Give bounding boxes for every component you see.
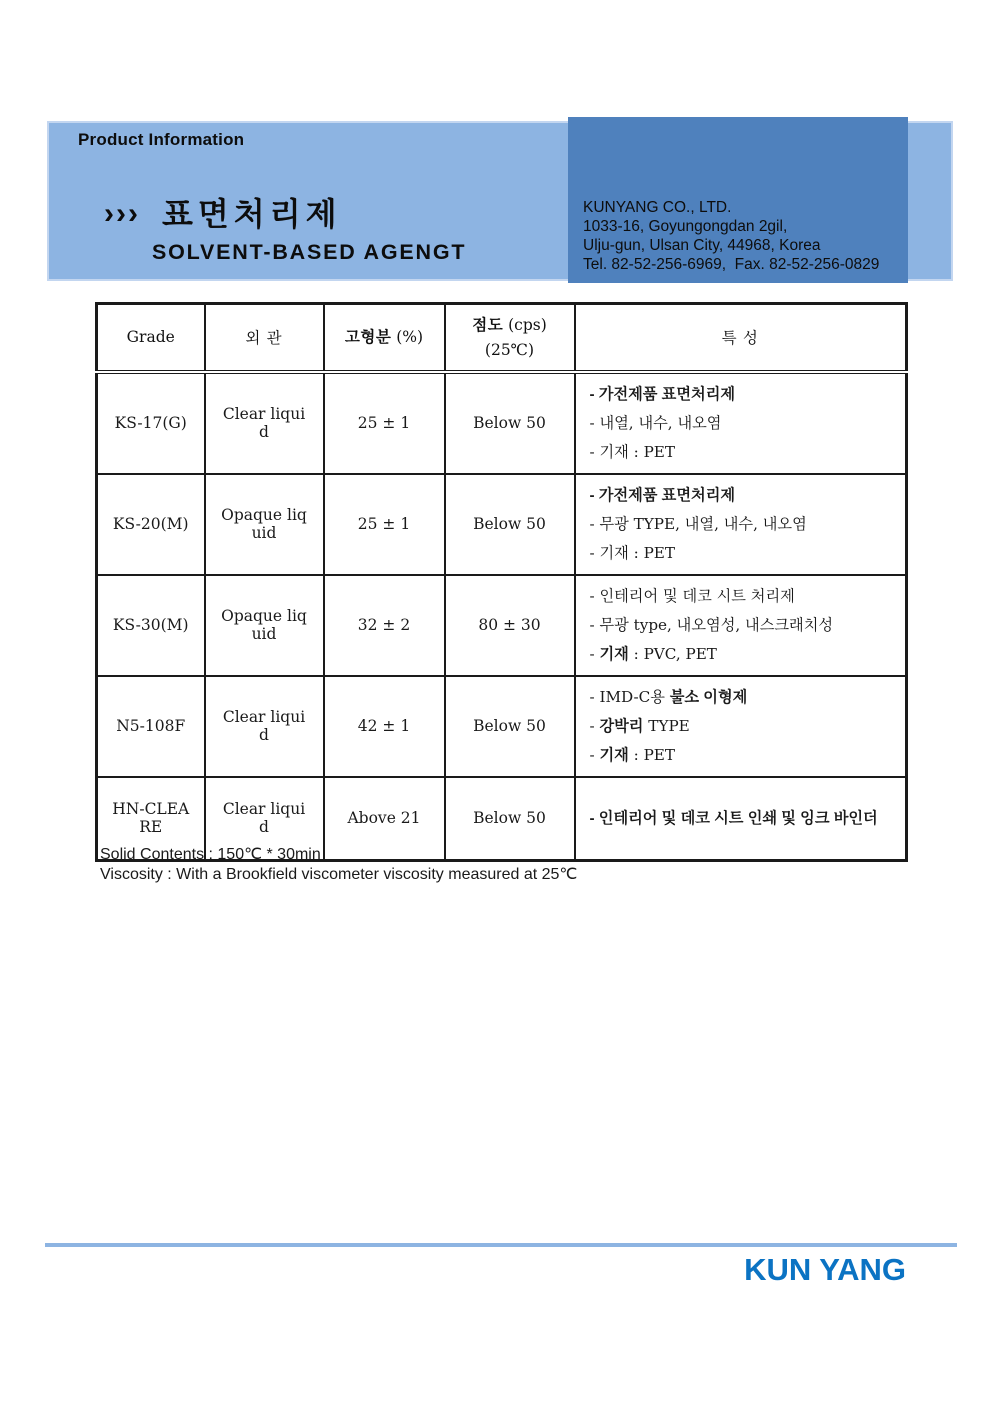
features-cell	[575, 575, 907, 676]
features-cell	[575, 676, 907, 777]
feature-line: - 강박리 TYPE	[589, 716, 690, 735]
feature-line: - IMD-C용 불소 이형제	[589, 687, 748, 706]
viscosity-cell: Below 50	[445, 676, 575, 777]
column-header-grade: Grade	[97, 304, 205, 372]
grade-cell: N5-108F	[97, 676, 205, 777]
appearance-cell: Clear liquid	[205, 777, 324, 861]
features-cell	[575, 372, 907, 474]
grade-cell: HN-CLEARE	[97, 777, 205, 861]
product-information-label: Product Information	[78, 130, 245, 149]
page-title-korean: 표면처리제	[161, 196, 342, 232]
appearance-cell: Opaque liquid	[205, 575, 324, 676]
table-row	[97, 676, 907, 777]
product-spec-table	[95, 302, 908, 862]
solid-content-cell: 25 ± 1	[324, 474, 445, 575]
feature-line: - 내열, 내수, 내오염	[589, 413, 722, 432]
appearance-cell: Opaque liquid	[205, 474, 324, 575]
page-title-english: SOLVENT-BASED AGENGT	[152, 240, 467, 264]
company-info-box	[568, 117, 908, 283]
viscosity-label: 점도	[472, 316, 504, 334]
chevrons-icon: ›››	[104, 197, 140, 230]
viscosity-note: Viscosity : With a Brookfield viscometer viscosity measured at 25℃	[100, 866, 578, 883]
column-header-appearance: 외 관	[205, 304, 324, 372]
company-info	[583, 198, 879, 274]
features-cell	[575, 777, 907, 861]
solid-content-label: 고형분	[344, 328, 392, 346]
table-header	[97, 304, 907, 372]
grade-cell: KS-30(M)	[97, 575, 205, 676]
viscosity-cell: Below 50	[445, 777, 575, 861]
footnotes	[100, 845, 577, 885]
feature-line: - 가전제품 표면처리제	[589, 385, 736, 403]
solid-content-cell: Above 21	[324, 777, 445, 861]
viscosity-cell: Below 50	[445, 372, 575, 474]
solid-content-cell: 25 ± 1	[324, 372, 445, 474]
features-cell	[575, 474, 907, 575]
column-header-features: 특 성	[575, 304, 907, 372]
viscosity-cell: Below 50	[445, 474, 575, 575]
feature-line: - 기재 : PET	[589, 745, 676, 764]
table-row	[97, 474, 907, 575]
viscosity-cell: 80 ± 30	[445, 575, 575, 676]
table-body	[97, 372, 907, 861]
footer-divider	[45, 1243, 957, 1247]
column-header-solid-content	[324, 304, 445, 372]
table-row	[97, 372, 907, 474]
company-address-line1: 1033-16, Goyungongdan 2gil,	[583, 218, 788, 235]
feature-line: - 기재 : PVC, PET	[589, 644, 717, 663]
feature-line: - 인테리어 및 데코 시트 인쇄 및 잉크 바인더	[589, 809, 878, 827]
viscosity-unit: (cps)	[503, 315, 547, 334]
viscosity-temperature: (25℃)	[484, 340, 535, 359]
feature-line: - 기재 : PET	[589, 543, 676, 562]
solid-contents-note: Solid Contents : 150℃ * 30min	[100, 846, 321, 863]
solid-content-unit: (%)	[391, 327, 424, 346]
company-tel-fax: Tel. 82-52-256-6969, Fax. 82-52-256-0829	[583, 256, 880, 273]
solid-content-cell: 42 ± 1	[324, 676, 445, 777]
feature-line: - 기재 : PET	[589, 442, 676, 461]
table-header-row	[97, 304, 907, 372]
table-row	[97, 575, 907, 676]
solid-content-cell: 32 ± 2	[324, 575, 445, 676]
feature-line: - 무광 type, 내오염성, 내스크래치성	[589, 615, 834, 634]
brand-logo: KUN YANG	[744, 1252, 906, 1287]
title-block	[104, 198, 466, 265]
appearance-cell: Clear liquid	[205, 676, 324, 777]
company-address-line2: Ulju-gun, Ulsan City, 44968, Korea	[583, 237, 821, 254]
column-header-viscosity	[445, 304, 575, 372]
feature-line: - 무광 TYPE, 내열, 내수, 내오염	[589, 514, 807, 533]
feature-line: - 인테리어 및 데코 시트 처리제	[589, 586, 795, 605]
company-name: KUNYANG CO., LTD.	[583, 199, 732, 216]
appearance-cell: Clear liquid	[205, 372, 324, 474]
grade-cell: KS-20(M)	[97, 474, 205, 575]
feature-line: - 가전제품 표면처리제	[589, 486, 736, 504]
grade-cell: KS-17(G)	[97, 372, 205, 474]
